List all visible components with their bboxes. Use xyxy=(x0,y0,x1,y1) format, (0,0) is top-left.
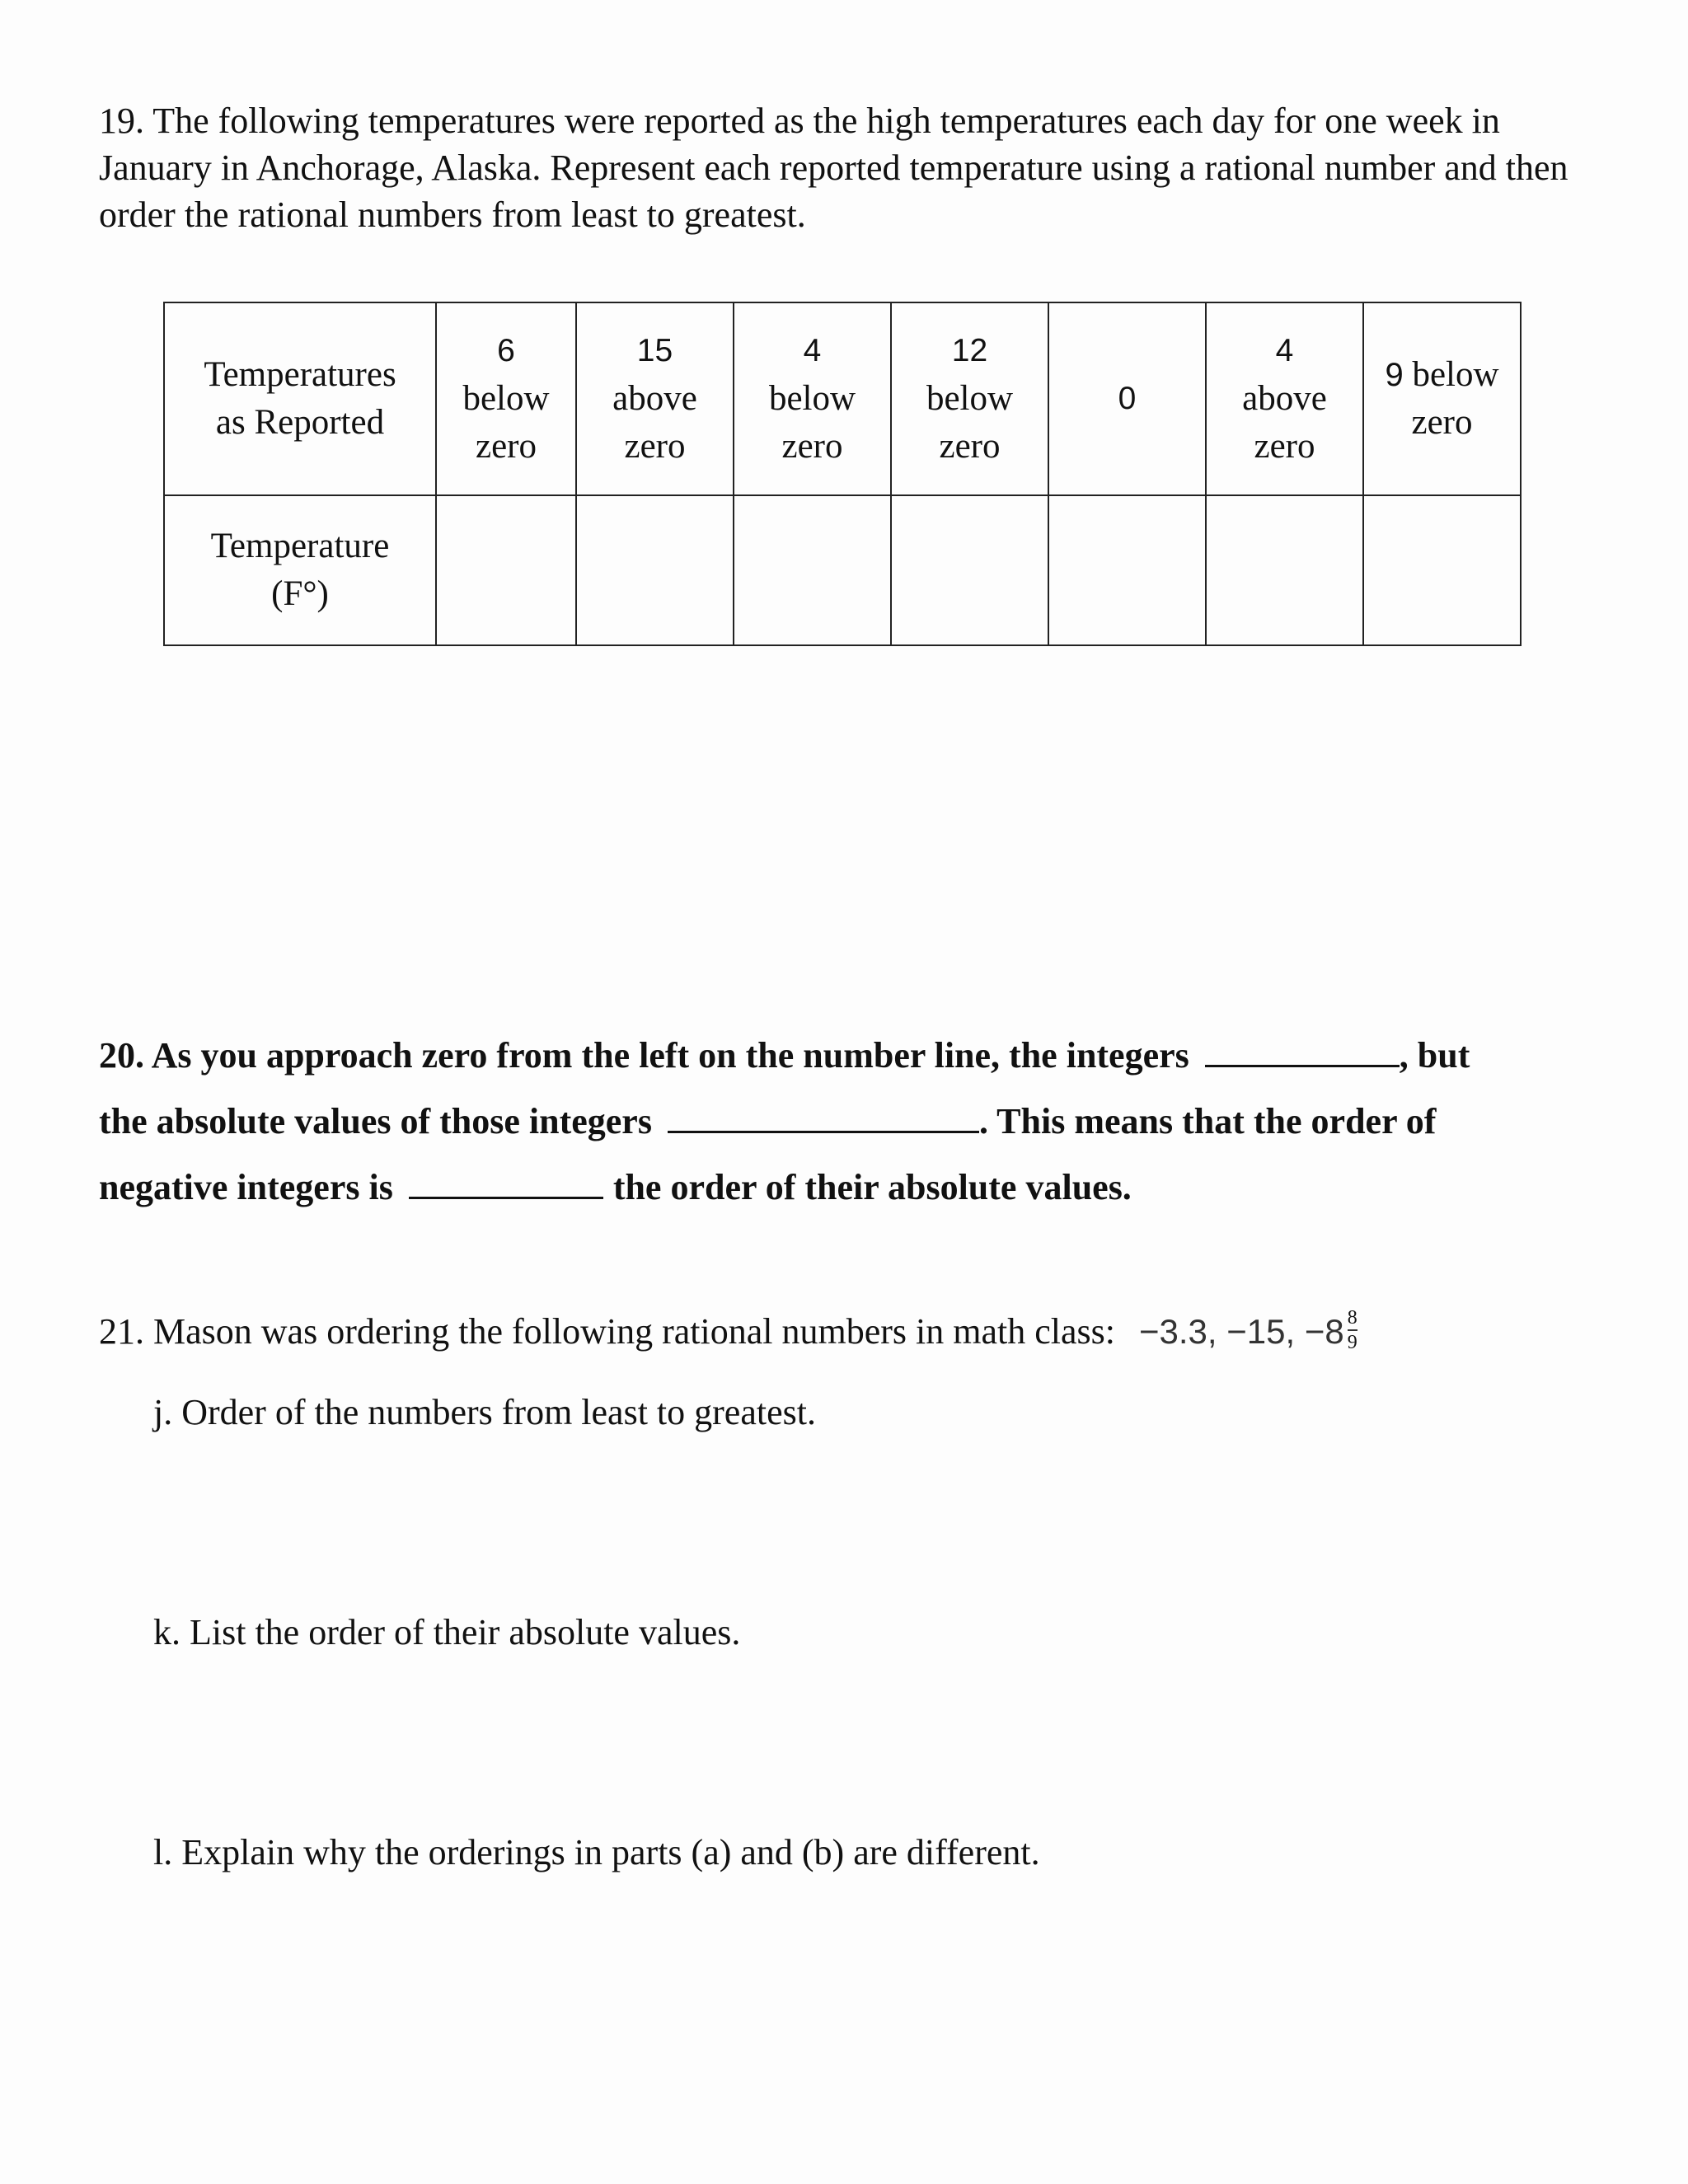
reported-number: 0 xyxy=(1118,381,1137,416)
reported-number: 15 xyxy=(636,333,673,368)
reported-cell xyxy=(1363,302,1521,495)
question-20-text: the absolute values of those integers xyxy=(99,1101,652,1141)
fraction-denominator: 9 xyxy=(1347,1331,1357,1353)
rational-numbers: −3.3, −15, −8 xyxy=(1139,1312,1344,1351)
reported-number: 12 xyxy=(951,333,988,368)
question-19-text: 19. The following temperatures were reported as the high temperatures each day for one week in January in Anchorage, Alaska. Represent each reported temperature using a rational number and then order the rational numbers from least to greatest. xyxy=(99,101,1568,235)
reported-word: below xyxy=(768,379,856,418)
row-header-temperature xyxy=(164,495,436,645)
fraction-numerator: 8 xyxy=(1347,1306,1357,1329)
table-row-temperature xyxy=(164,495,1521,645)
row-header-line: (F°) xyxy=(271,574,329,613)
question-20-line-3 xyxy=(99,1160,1132,1212)
answer-cell[interactable] xyxy=(576,495,734,645)
reported-cell xyxy=(1206,302,1363,495)
reported-line xyxy=(1364,351,1520,399)
reported-word: below xyxy=(462,379,550,418)
question-21-text: 21. Mason was ordering the following rational numbers in math class: xyxy=(99,1311,1115,1352)
answer-cell[interactable] xyxy=(734,495,891,645)
reported-cell xyxy=(891,302,1048,495)
question-20-line-2 xyxy=(99,1094,1436,1146)
answer-blank[interactable] xyxy=(1205,1029,1400,1067)
reported-word: zero xyxy=(476,427,537,466)
reported-word: zero xyxy=(781,427,843,466)
reported-word: below xyxy=(926,379,1014,418)
reported-word: zero xyxy=(1254,427,1315,466)
question-20-text: 20. As you approach zero from the left on the number line, the integers xyxy=(99,1035,1189,1076)
answer-cell[interactable] xyxy=(1206,495,1363,645)
reported-word: above xyxy=(612,379,697,418)
reported-number: 9 xyxy=(1385,357,1404,393)
reported-word: zero xyxy=(939,427,1001,466)
fraction-bar xyxy=(1348,1329,1357,1331)
answer-cell[interactable] xyxy=(1363,495,1521,645)
reported-word: above xyxy=(1242,379,1327,418)
reported-cell xyxy=(1048,302,1206,495)
reported-cell xyxy=(436,302,576,495)
question-21 xyxy=(99,1306,1582,1357)
question-20-text: , but xyxy=(1399,1035,1470,1076)
reported-number: 6 xyxy=(497,333,515,368)
reported-number: 4 xyxy=(803,333,822,368)
question-20-line-1 xyxy=(99,1029,1470,1080)
question-21-part-k: k. List the order of their absolute values. xyxy=(153,1612,741,1652)
reported-cell xyxy=(576,302,734,495)
reported-word: zero xyxy=(1411,403,1473,442)
answer-blank[interactable] xyxy=(409,1160,603,1199)
table-row-reported xyxy=(164,302,1521,495)
question-20-text: the order of their absolute values. xyxy=(612,1167,1132,1207)
answer-cell[interactable] xyxy=(436,495,576,645)
row-header-line: Temperatures xyxy=(204,355,396,394)
question-21-part-l: l. Explain why the orderings in parts (a) and (b) are different. xyxy=(153,1832,1040,1872)
row-header-line: as Reported xyxy=(215,403,385,442)
row-header-line: Temperature xyxy=(210,527,390,565)
question-20-text: . This means that the order of xyxy=(978,1101,1437,1141)
question-21-part-j: j. Order of the numbers from least to greatest. xyxy=(153,1392,816,1432)
answer-cell[interactable] xyxy=(1048,495,1206,645)
row-header-reported xyxy=(164,302,436,495)
reported-word: below xyxy=(1412,355,1499,394)
answer-cell[interactable] xyxy=(891,495,1048,645)
question-20-text: negative integers is xyxy=(99,1167,393,1207)
reported-word: zero xyxy=(624,427,686,466)
answer-blank[interactable] xyxy=(668,1094,979,1133)
reported-number: 4 xyxy=(1275,333,1294,368)
fraction xyxy=(1348,1308,1357,1352)
reported-cell xyxy=(734,302,891,495)
temperature-table xyxy=(163,302,1522,646)
